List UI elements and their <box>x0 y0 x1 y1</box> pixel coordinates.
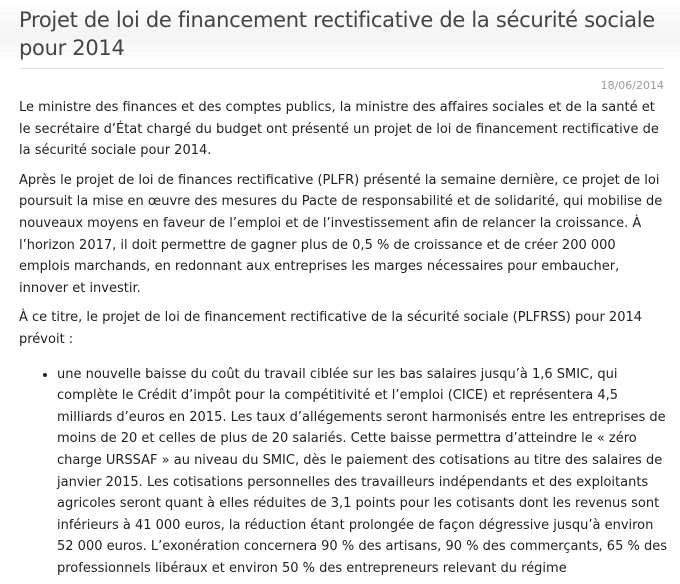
measures-intro-paragraph: À ce titre, le projet de loi de financement rectificative de la sécurité sociale (PLFRSS) pour 2014 prévoit : <box>19 310 643 347</box>
publication-date: 18/06/2014 <box>600 79 664 92</box>
article-body <box>19 97 669 579</box>
context-paragraph: Après le projet de loi de finances rectificative (PLFR) présenté la semaine dernière, ce projet de loi poursuit la mise en œuvre des mesures du Pacte de responsabilité et de solidarité, qui mobilise de nouveaux moyens en faveur de l’emploi et de l’investissement afin de relancer la croissance. À l’horizon 2017, il doit permettre de gagner plus de 0,5 % de croissance et de créer 200 000 emplois marchands, en redonnant aux entreprises les marges nécessaires pour embaucher, innover et investir. <box>19 172 663 296</box>
intro-paragraph: Le ministre des finances et des comptes publics, la ministre des affaires sociales et de la santé et le secrétaire d’État chargé du budget ont présenté un projet de loi de financement rectificative de la sécurité sociale pour 2014. <box>19 100 659 159</box>
page-title: Projet de loi de financement rectificative de la sécurité sociale pour 2014 <box>19 8 655 60</box>
title-divider <box>19 68 664 69</box>
measures-list <box>19 364 669 580</box>
title-block <box>0 0 680 64</box>
list-item: • une nouvelle baisse du coût du travail ciblée sur les bas salaires jusqu’à 1,6 SMIC, qui complète le Crédit d’impôt pour la compétitivité et l’emploi (CICE) et représentera 4,5 milliards d’euros en 2015. Les taux d’allégements seront harmonisés entre les entreprises de moins de 20 et celles de plus de 20 salariés. Cette baisse permettra d’atteindre le « zéro charge URSSAF » au niveau du SMIC, dès le paiement des cotisations au titre des salaires de janvier 2015. Les cotisations personnelles des travailleurs indépendants et des exploitants agricoles seront quant à elles réduites de 3,1 points pour les cotisants dont les revenus sont inférieurs à 41 000 euros, la réduction étant prolongée de façon dégressive jusqu’à environ 52 000 euros. L’exonération concernera 90 % des artisans, 90 % des commerçants, 65 % des professionnels libéraux et environ 50 % des entrepreneurs relevant du régime <box>57 364 669 580</box>
